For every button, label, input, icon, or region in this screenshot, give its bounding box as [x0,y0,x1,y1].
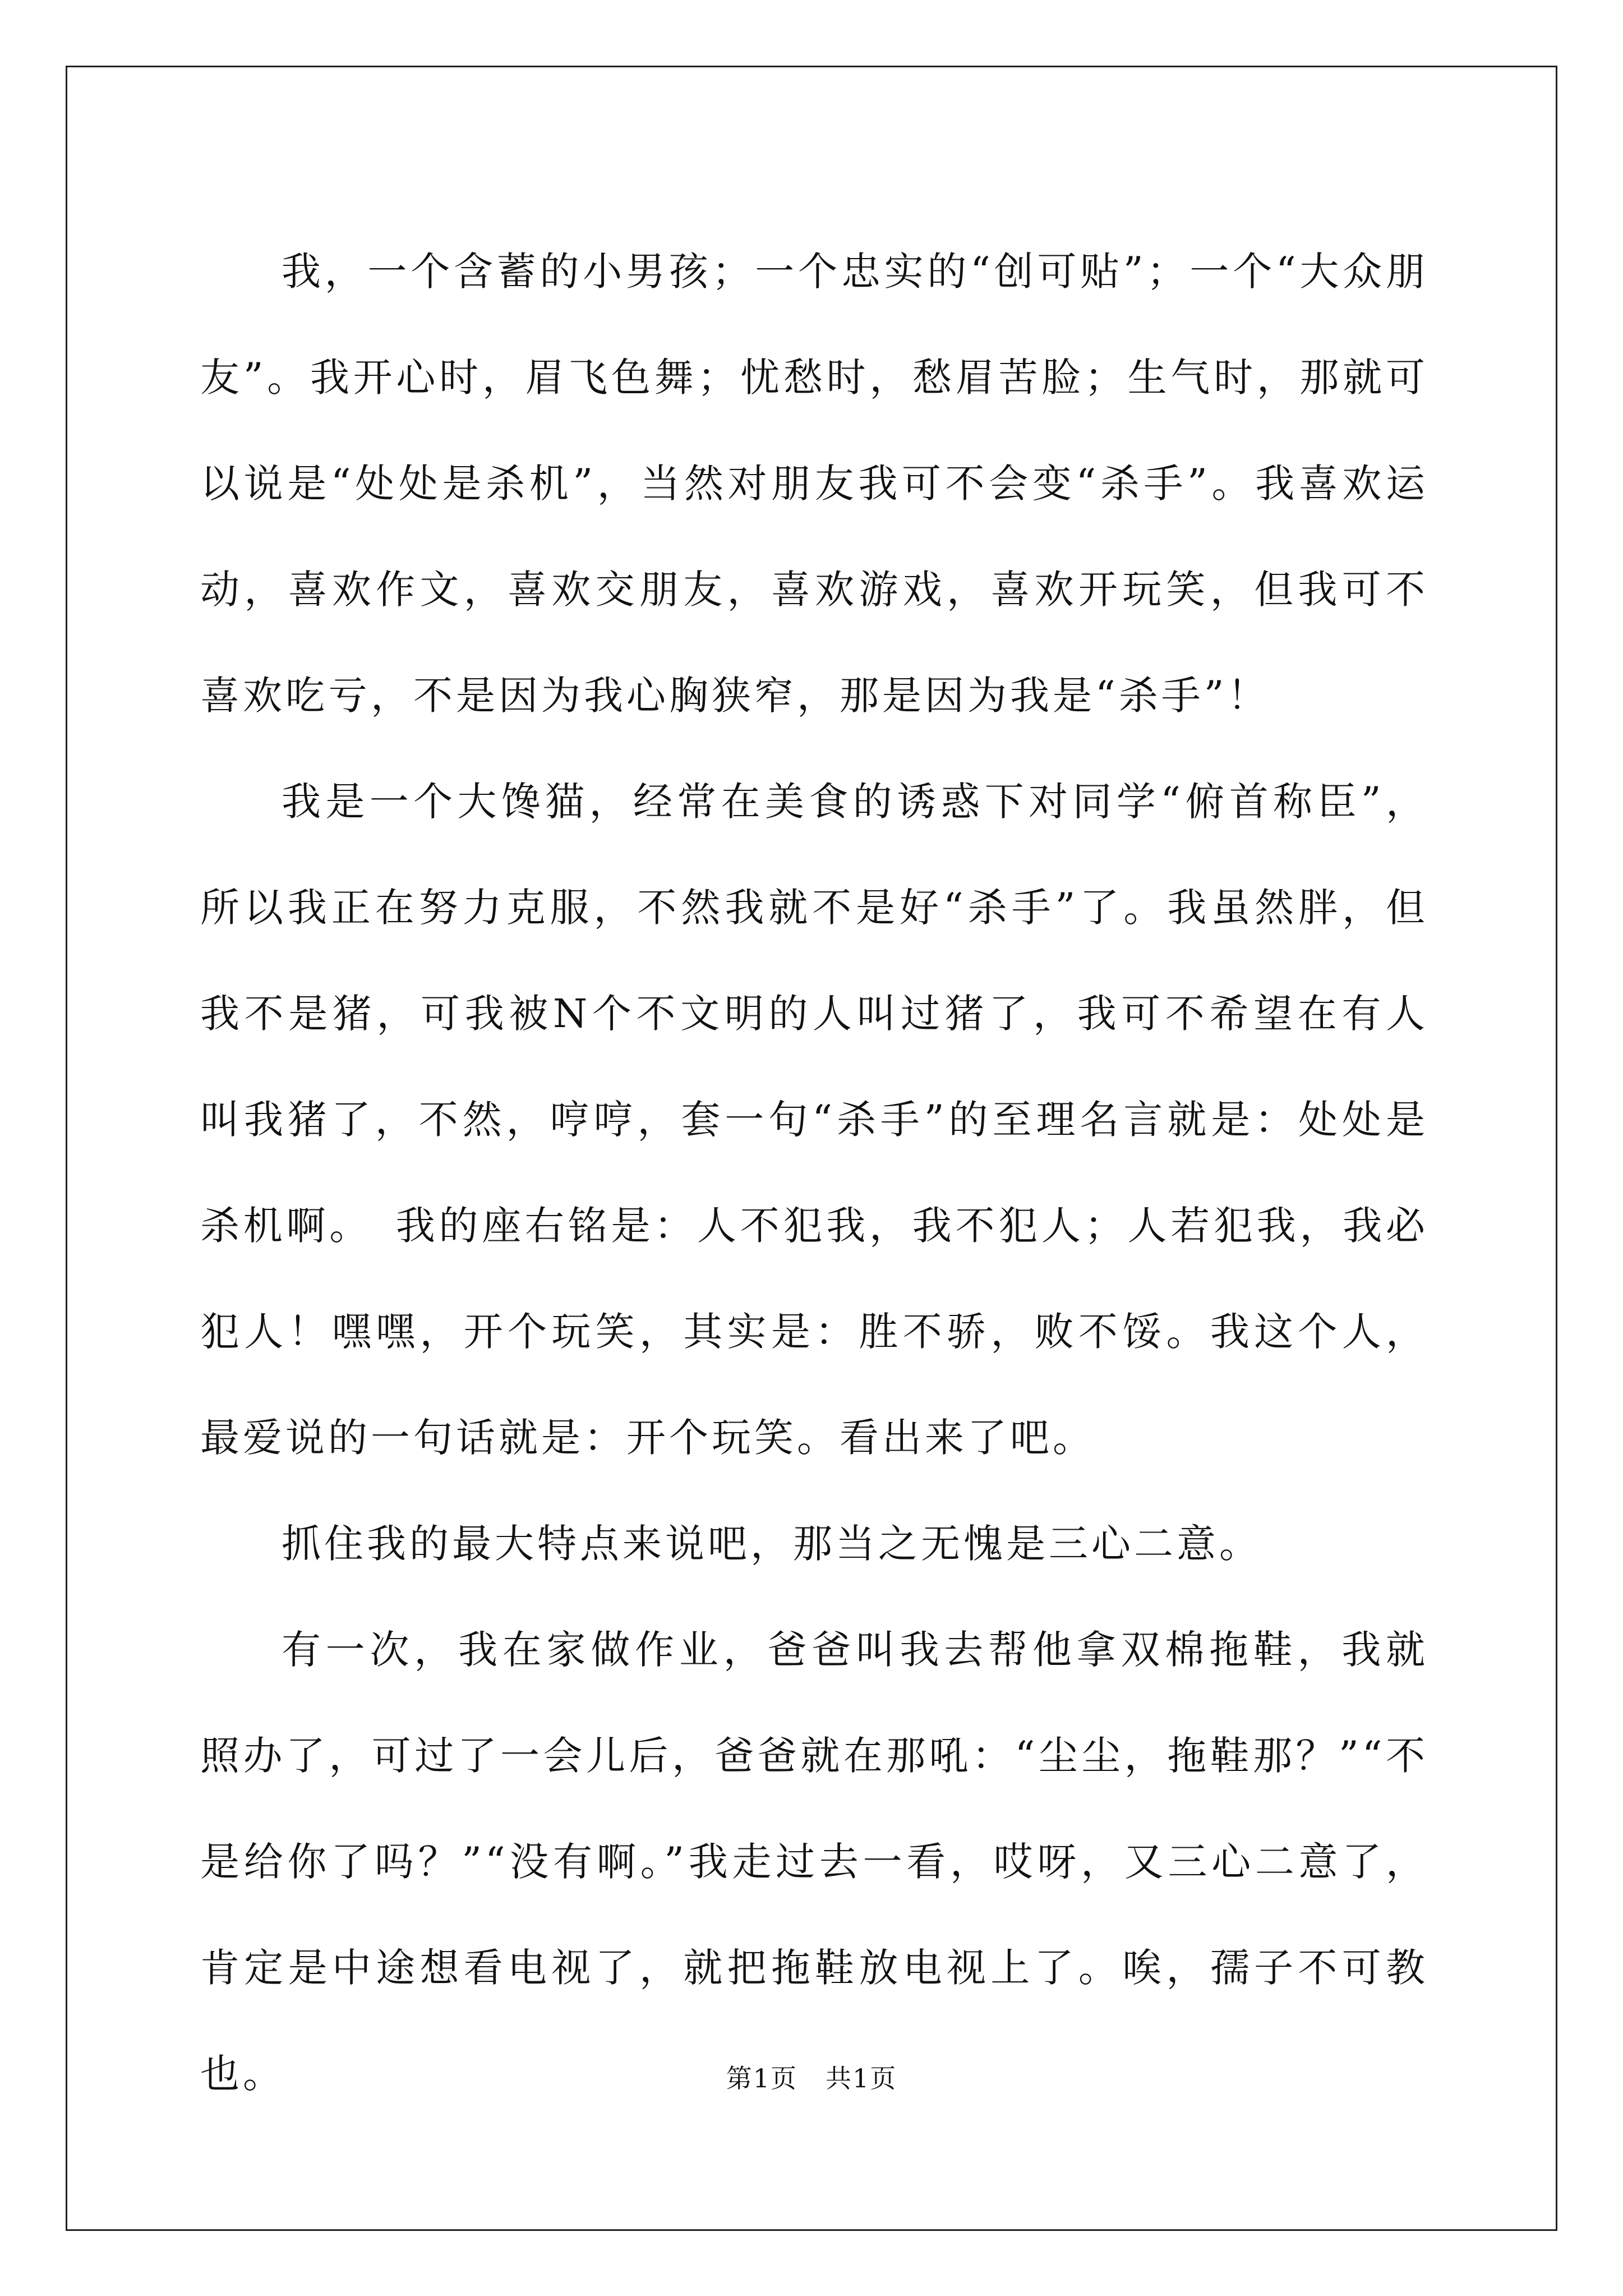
paragraph-3: 抓住我的最大特点来说吧，那当之无愧是三心二意。 [282,1521,1262,1567]
page-number-total: 共1页 [826,2063,897,2093]
paragraph-2: 我是一个大馋猫，经常在美食的诱惑下对同学“俯首称臣”，所以我正在努力克服，不然我就不是好“杀手”了。我虽然胖，但我不是猪，可我被N个不文明的人叫过猪了，我可不希望在有人叫我猪了，不然，哼哼，套一句“杀手”的至理名言就是：处处是杀机啊。 我的座右铭是：人不犯我，我不犯人；人若犯我，我必犯人！嘿嘿，开个玩笑，其实是：胜不骄，败不馁。我这个人，最爱说的一句话就是：开个玩笑。看出来了吧。 [200,779,1428,1461]
page-number-current: 第1页 [726,2063,797,2093]
document-body [200,219,1428,2127]
paragraph-1: 我，一个含蓄的小男孩；一个忠实的“创可贴”；一个“大众朋友”。我开心时，眉飞色舞；忧愁时，愁眉苦脸；生气时，那就可以说是“处处是杀机”，当然对朋友我可不会变“杀手”。我喜欢运动，喜欢作文，喜欢交朋友，喜欢游戏，喜欢开玩笑，但我可不喜欢吃亏，不是因为我心胸狭窄，那是因为我是“杀手”！ [200,249,1428,719]
paragraph-4: 有一次，我在家做作业，爸爸叫我去帮他拿双棉拖鞋，我就照办了，可过了一会儿后，爸爸就在那吼：“尘尘，拖鞋那？”“不是给你了吗？”“没有啊。”我走过去一看，哎呀，又三心二意了，肯定是中途想看电视了，就把拖鞋放电视上了。唉，孺子不可教也。 [200,1627,1428,2097]
page-footer [0,2062,1623,2095]
